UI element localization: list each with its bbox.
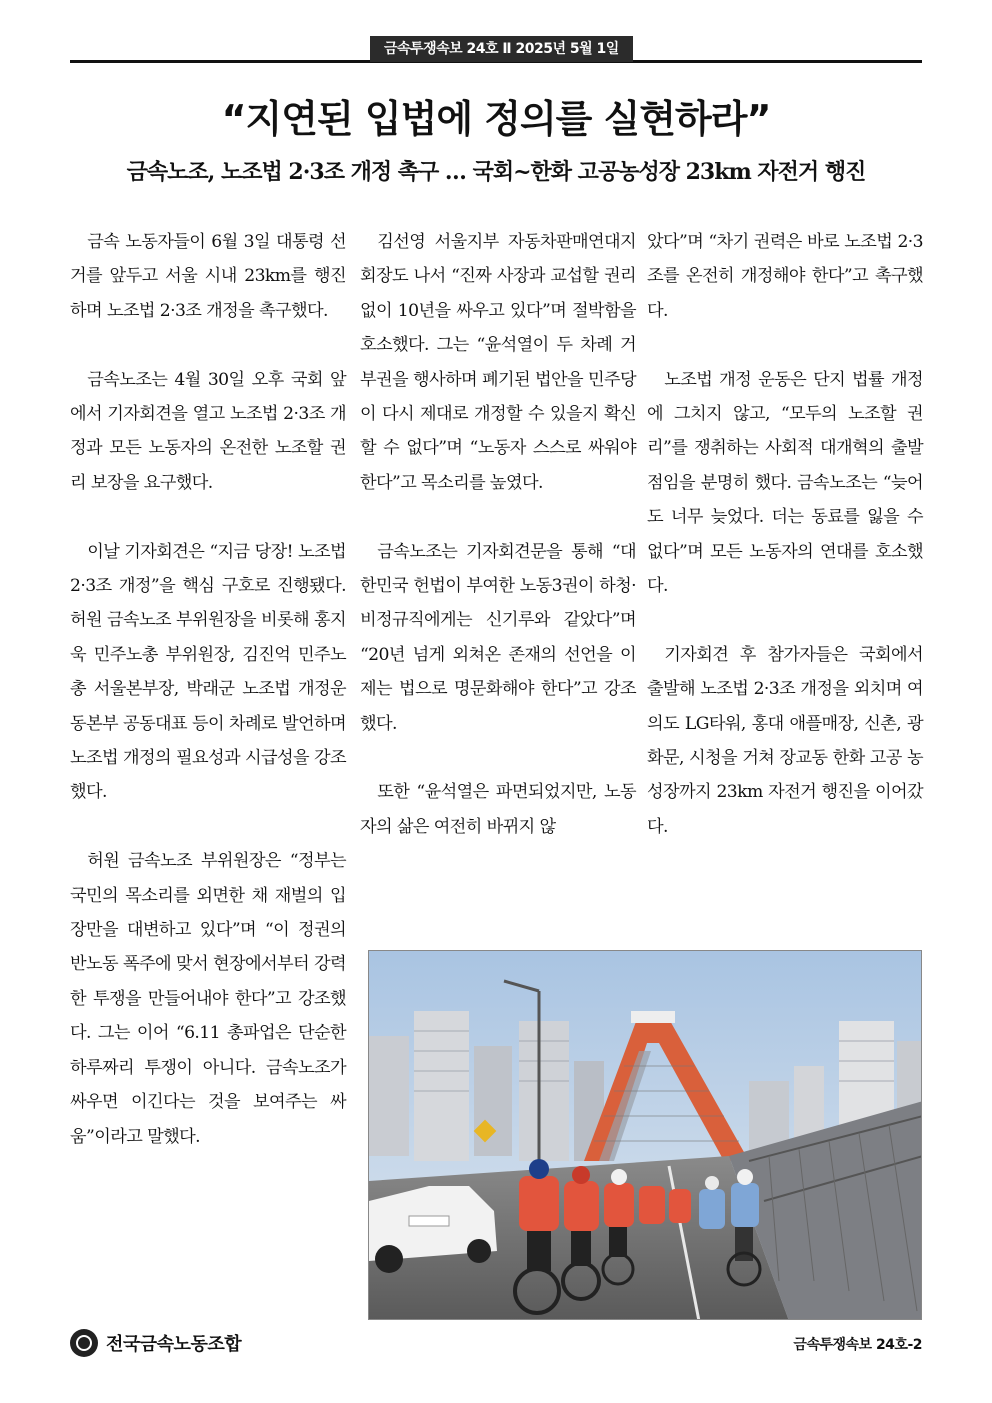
article-column-3: [647, 225, 923, 844]
paragraph: 이날 기자회견은 “지금 당장! 노조법 2·3조 개정”을 핵심 구호로 진행됐다. 허원 금속노조 부위원장을 비롯해 홍지욱 민주노총 부위원장, 김진억 민주노총 서울본부장, 박래군 노조법 개정운동본부 공동대표 등이 차례로 발언하며 노조법 개정의 필요성과 시급성을 강조했다.: [70, 541, 346, 803]
bicycle-rally-photo: [368, 950, 922, 1320]
article-column-1: [70, 225, 346, 1154]
union-logo: [70, 1328, 241, 1358]
paragraph: 기자회견 후 참가자들은 국회에서 출발해 노조법 2·3조 개정을 외치며 여의도 LG타워, 홍대 애플매장, 신촌, 광화문, 시청을 거쳐 장교동 한화 고공 농성장까지 23km 자전거 행진을 이어갔다.: [647, 644, 923, 837]
paragraph: 허원 금속노조 부위원장은 “정부는 국민의 목소리를 외면한 채 재벌의 입장만을 대변하고 있다”며 “이 정권의 반노동 폭주에 맞서 현장에서부터 강력한 투쟁을 만들어내야 한다”고 강조했다. 그는 이어 “6.11 총파업은 단순한 하루짜리 투쟁이 아니다. 금속노조가 싸우면 이긴다는 것을 보여주는 싸움”이라고 말했다.: [70, 851, 346, 1147]
issue-header: 금속투쟁속보 24호 Ⅱ 2025년 5월 1일: [370, 36, 633, 62]
paragraph: 았다”며 “차기 권력은 바로 노조법 2·3조를 온전히 개정해야 한다”고 촉구했다.: [647, 232, 923, 321]
article-title: “지연된 입법에 정의를 실현하라”: [221, 97, 771, 141]
paragraph: 김선영 서울지부 자동차판매연대지회장도 나서 “진짜 사장과 교섭할 권리 없이 10년을 싸우고 있다”며 절박함을 호소했다. 그는 “윤석열이 두 차례 거부권을 행사하며 폐기된 법안을 민주당이 다시 제대로 개정할 수 있을지 확신할 수 없다”며 “노동자 스스로 싸워야 한다”고 목소리를 높였다.: [360, 232, 636, 493]
page-number: 금속투쟁속보 24호-2: [793, 1337, 922, 1353]
union-emblem-icon: [70, 1329, 98, 1357]
paragraph: 금속노조는 기자회견문을 통해 “대한민국 헌법이 부여한 노동3권이 하청·비정규직에게는 신기루와 같았다”며 “20년 넘게 외쳐온 존재의 선언을 이제는 법으로 명문화해야 한다”고 강조했다.: [360, 541, 636, 734]
org-name: 전국금속노동조합: [106, 1334, 242, 1355]
article-subtitle: 금속노조, 노조법 2·3조 개정 촉구 … 국회~한화 고공농성장 23km 자전거 행진: [126, 159, 866, 185]
paragraph: 금속 노동자들이 6월 3일 대통령 선거를 앞두고 서울 시내 23km를 행진하며 노조법 2·3조 개정을 촉구했다.: [70, 232, 346, 321]
paragraph: 금속노조는 4월 30일 오후 국회 앞에서 기자회견을 열고 노조법 2·3조 개정과 모든 노동자의 온전한 노조할 권리 보장을 요구했다.: [70, 369, 346, 493]
paragraph: 또한 “윤석열은 파면되었지만, 노동자의 삶은 여전히 바뀌지 않: [360, 782, 636, 837]
article-column-2: [360, 225, 636, 844]
paragraph: 노조법 개정 운동은 단지 법률 개정에 그치지 않고, “모두의 노조할 권리”를 쟁취하는 사회적 대개혁의 출발점임을 분명히 했다. 금속노조는 “늦어도 너무 늦었다. 더는 동료를 잃을 수 없다”며 모든 노동자의 연대를 호소했다.: [647, 369, 923, 597]
